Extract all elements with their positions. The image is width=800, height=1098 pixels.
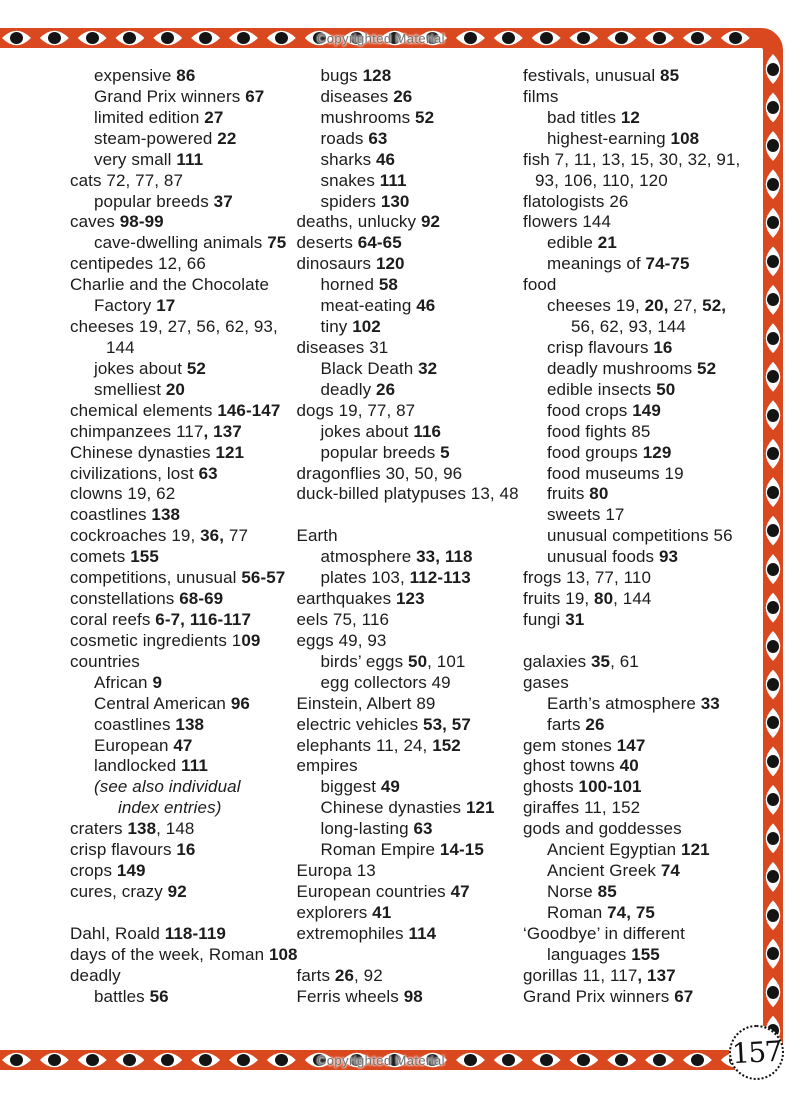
index-line: bad titles 12 — [547, 107, 640, 127]
copyright-notice-top: Copyrighted Material — [317, 31, 445, 46]
index-line: frogs 13, 77, 110 — [523, 568, 652, 588]
eye-pupil — [767, 909, 779, 922]
index-line: dragonflies 30, 50, 96 — [296, 463, 463, 483]
index-line-blank — [70, 903, 297, 924]
eye-ornament — [765, 54, 781, 84]
index-line: cheeses 19, 20, 27, 52, — [547, 296, 727, 316]
index-line: days of the week, Roman 108 — [70, 944, 298, 964]
eye-ornament — [765, 939, 781, 969]
eye-pupil — [767, 986, 779, 999]
index-line: galaxies 35, 61 — [523, 651, 639, 671]
index-line: coastlines 138 — [94, 714, 205, 734]
eye-pupil — [767, 293, 779, 306]
index-line: crops 149 — [70, 861, 146, 881]
index-line: cockroaches 19, 36, 77 — [70, 526, 248, 546]
index-line: tiny 102 — [320, 317, 381, 337]
eye-pupil — [767, 332, 779, 345]
eye-ornament — [765, 439, 781, 469]
index-line: food — [523, 275, 557, 295]
index-line: unusual competitions 56 — [547, 526, 733, 546]
index-line: festivals, unusual 85 — [523, 66, 680, 85]
index-line: meat-eating 46 — [320, 296, 436, 316]
index-line: fish 7, 11, 13, 15, 30, 32, 91, — [523, 149, 741, 169]
eye-ornament — [765, 554, 781, 584]
index-line: food crops 149 — [547, 400, 661, 420]
index-line: crisp flavours 16 — [547, 337, 673, 357]
index-line: snakes 111 — [320, 170, 407, 190]
index-line: centipedes 12, 66 — [70, 254, 206, 274]
index-line: chimpanzees 117, 137 — [70, 421, 242, 441]
index-line: Grand Prix winners 67 — [523, 986, 694, 1006]
index-line: clowns 19, 62 — [70, 484, 176, 504]
index-line: comets 155 — [70, 547, 159, 567]
index-line: 56, 62, 93, 144 — [571, 317, 686, 337]
eye-ornament — [765, 477, 781, 507]
index-line: spiders 130 — [320, 191, 410, 211]
index-line: deadly 26 — [320, 379, 396, 399]
index-line: Factory 17 — [94, 296, 176, 316]
index-line: popular breeds 5 — [320, 442, 450, 462]
index-line: deserts 64-65 — [296, 233, 402, 253]
eye-ornament — [765, 785, 781, 815]
index-line: European countries 47 — [296, 881, 470, 901]
eye-pupil — [767, 640, 779, 653]
eye-pupil — [767, 255, 779, 268]
index-line: giraffes 11, 152 — [523, 798, 641, 818]
eye-ornament — [765, 208, 781, 238]
eye-pupil — [767, 178, 779, 191]
index-line: sweets 17 — [547, 505, 625, 525]
eye-pupil — [767, 563, 779, 576]
index-line: horned 58 — [320, 275, 398, 295]
eye-pupil — [767, 716, 779, 729]
index-line-blank — [523, 631, 750, 652]
eye-ornament — [765, 593, 781, 623]
index-line: edible insects 50 — [547, 379, 676, 399]
index-line: ‘Goodbye’ in different — [523, 923, 685, 943]
index-line: limited edition 27 — [94, 107, 224, 127]
index-content — [70, 66, 750, 1007]
index-line: cheeses 19, 27, 56, 62, 93, — [70, 317, 278, 337]
index-line: battles 56 — [94, 986, 169, 1006]
index-line: competitions, unusual 56-57 — [70, 568, 286, 588]
eye-ornament — [765, 670, 781, 700]
index-line: biggest 49 — [320, 777, 400, 797]
index-line: unusual foods 93 — [547, 547, 679, 567]
index-line: 144 — [106, 337, 135, 357]
eye-ornament — [765, 823, 781, 853]
eye-ornament — [765, 246, 781, 276]
index-line: gorillas 11, 117, 137 — [523, 965, 676, 985]
eye-ornament — [765, 131, 781, 161]
index-line: expensive 86 — [94, 66, 196, 85]
index-line: gases — [523, 672, 569, 692]
index-line: diseases 31 — [296, 337, 389, 357]
index-line: fruits 80 — [547, 484, 609, 504]
index-line: mushrooms 52 — [320, 107, 435, 127]
eye-pupil — [767, 216, 779, 229]
eye-pupil — [767, 370, 779, 383]
eye-pupil — [767, 755, 779, 768]
eye-ornament — [765, 862, 781, 892]
index-line: eggs 49, 93 — [296, 630, 387, 650]
index-line: Earth — [296, 526, 338, 546]
eye-ornament — [765, 92, 781, 122]
index-line: civilizations, lost 63 — [70, 463, 218, 483]
index-line: dinosaurs 120 — [296, 254, 405, 274]
index-line: farts 26 — [547, 714, 605, 734]
eye-pupil — [767, 139, 779, 152]
index-line: very small 111 — [94, 149, 204, 169]
index-line: farts 26, 92 — [296, 965, 383, 985]
eye-ornament — [765, 708, 781, 738]
index-line: meanings of 74-75 — [547, 254, 690, 274]
index-line: steam-powered 22 — [94, 128, 237, 148]
index-line: flatologists 26 — [523, 191, 629, 211]
index-line: sharks 46 — [320, 149, 396, 169]
eye-ornament — [765, 516, 781, 546]
eye-ornament — [765, 169, 781, 199]
eye-pupil — [767, 601, 779, 614]
eye-pupil — [767, 101, 779, 114]
index-line: electric vehicles 53, 57 — [296, 714, 471, 734]
index-line: deadly mushrooms 52 — [547, 358, 717, 378]
index-line: birds’ eggs 50, 101 — [320, 651, 466, 671]
index-line: landlocked 111 — [94, 756, 208, 776]
index-line: (see also individual — [94, 777, 241, 797]
index-line: Roman 74, 75 — [547, 902, 655, 922]
index-line: Ferris wheels 98 — [296, 986, 423, 1006]
index-line: crisp flavours 16 — [70, 840, 196, 860]
index-line: ghosts 100-101 — [523, 777, 642, 797]
eye-ornament — [765, 400, 781, 430]
index-line: caves 98-99 — [70, 212, 164, 232]
index-line: ghost towns 40 — [523, 756, 639, 776]
index-line: countries — [70, 651, 140, 671]
index-line: films — [523, 86, 559, 106]
index-line: Einstein, Albert 89 — [296, 693, 436, 713]
index-line: index entries) — [118, 798, 222, 818]
index-line-blank — [297, 505, 524, 526]
eye-pupil — [767, 486, 779, 499]
index-line: highest-earning 108 — [547, 128, 700, 148]
index-line: eels 75, 116 — [296, 609, 390, 629]
index-line: extremophiles 114 — [296, 923, 437, 943]
index-column-3 — [523, 66, 750, 1007]
eye-ornament — [765, 285, 781, 315]
index-line: coral reefs 6-7, 116-117 — [70, 609, 252, 629]
index-line: deaths, unlucky 92 — [296, 212, 441, 232]
eye-pupil — [767, 870, 779, 883]
index-line: European 47 — [94, 735, 193, 755]
index-line: languages 155 — [547, 944, 660, 964]
index-line: food fights 85 — [547, 421, 651, 441]
index-line: dogs 19, 77, 87 — [296, 400, 416, 420]
index-line: gods and goddesses — [523, 819, 682, 839]
index-line: deadly — [70, 965, 121, 985]
eye-ornament — [765, 323, 781, 353]
index-line: long-lasting 63 — [320, 819, 433, 839]
eye-pupil — [767, 793, 779, 806]
index-line: egg collectors 49 — [320, 672, 451, 692]
index-line: fungi 31 — [523, 609, 585, 629]
index-line: atmosphere 33, 118 — [320, 547, 473, 567]
eye-pupil — [767, 832, 779, 845]
index-line: 93, 106, 110, 120 — [535, 170, 668, 190]
index-line: Chinese dynasties 121 — [320, 798, 495, 818]
eye-pupil — [767, 524, 779, 537]
index-line: smelliest 20 — [94, 379, 185, 399]
index-line: cures, crazy 92 — [70, 881, 187, 901]
index-line: duck-billed platypuses 13, 48 — [296, 484, 519, 504]
index-line: Black Death 32 — [320, 358, 438, 378]
index-line: Dahl, Roald 118-119 — [70, 923, 226, 943]
index-column-2 — [297, 66, 524, 1007]
index-line: craters 138, 148 — [70, 819, 195, 839]
index-column-1 — [70, 66, 297, 1007]
index-line: Europa 13 — [296, 861, 376, 881]
index-line: jokes about 116 — [320, 421, 442, 441]
index-line: popular breeds 37 — [94, 191, 233, 211]
index-line: Earth’s atmosphere 33 — [547, 693, 720, 713]
index-line: roads 63 — [320, 128, 388, 148]
eye-ornament — [765, 746, 781, 776]
index-line: jokes about 52 — [94, 358, 206, 378]
index-line: cave-dwelling animals 75 — [94, 233, 287, 253]
eye-pupil — [767, 447, 779, 460]
eye-pupil — [767, 409, 779, 422]
index-line: cats 72, 77, 87 — [70, 170, 184, 190]
index-line: Norse 85 — [547, 881, 617, 901]
index-line: Chinese dynasties 121 — [70, 442, 245, 462]
copyright-notice-bottom: Copyrighted Material — [317, 1053, 445, 1068]
index-line: diseases 26 — [320, 86, 413, 106]
index-line: Charlie and the Chocolate — [70, 275, 270, 295]
index-line: chemical elements 146-147 — [70, 400, 281, 420]
index-line: coastlines 138 — [70, 505, 181, 525]
index-line: edible 21 — [547, 233, 617, 253]
eye-ornament — [765, 362, 781, 392]
page-number-badge — [729, 1025, 784, 1080]
eye-pupil — [767, 63, 779, 76]
index-line: cosmetic ingredients 109 — [70, 630, 261, 650]
eye-pupil — [767, 947, 779, 960]
index-line: bugs 128 — [320, 66, 392, 85]
index-line: explorers 41 — [296, 902, 392, 922]
index-line: empires — [296, 756, 358, 776]
index-line: constellations 68-69 — [70, 589, 224, 609]
index-line: gem stones 147 — [523, 735, 646, 755]
index-line: food museums 19 — [547, 463, 684, 483]
index-line: plates 103, 112-113 — [320, 568, 471, 588]
eye-pupil — [767, 678, 779, 691]
index-line: earthquakes 123 — [296, 589, 425, 609]
index-line: Roman Empire 14-15 — [320, 840, 484, 860]
index-line: Ancient Egyptian 121 — [547, 840, 710, 860]
index-line: elephants 11, 24, 152 — [296, 735, 461, 755]
index-line: food groups 129 — [547, 442, 672, 462]
index-line-blank — [297, 945, 524, 966]
eye-ornament — [765, 900, 781, 930]
page-number: 157 — [731, 1034, 782, 1071]
index-line: fruits 19, 80, 144 — [523, 589, 652, 609]
eye-ornament — [765, 977, 781, 1007]
eye-ornament — [765, 631, 781, 661]
border-eyes-right — [765, 54, 781, 1046]
index-line: Grand Prix winners 67 — [94, 86, 265, 106]
index-line: Central American 96 — [94, 693, 250, 713]
index-line: African 9 — [94, 672, 162, 692]
index-line: Ancient Greek 74 — [547, 861, 680, 881]
index-line: flowers 144 — [523, 212, 612, 232]
